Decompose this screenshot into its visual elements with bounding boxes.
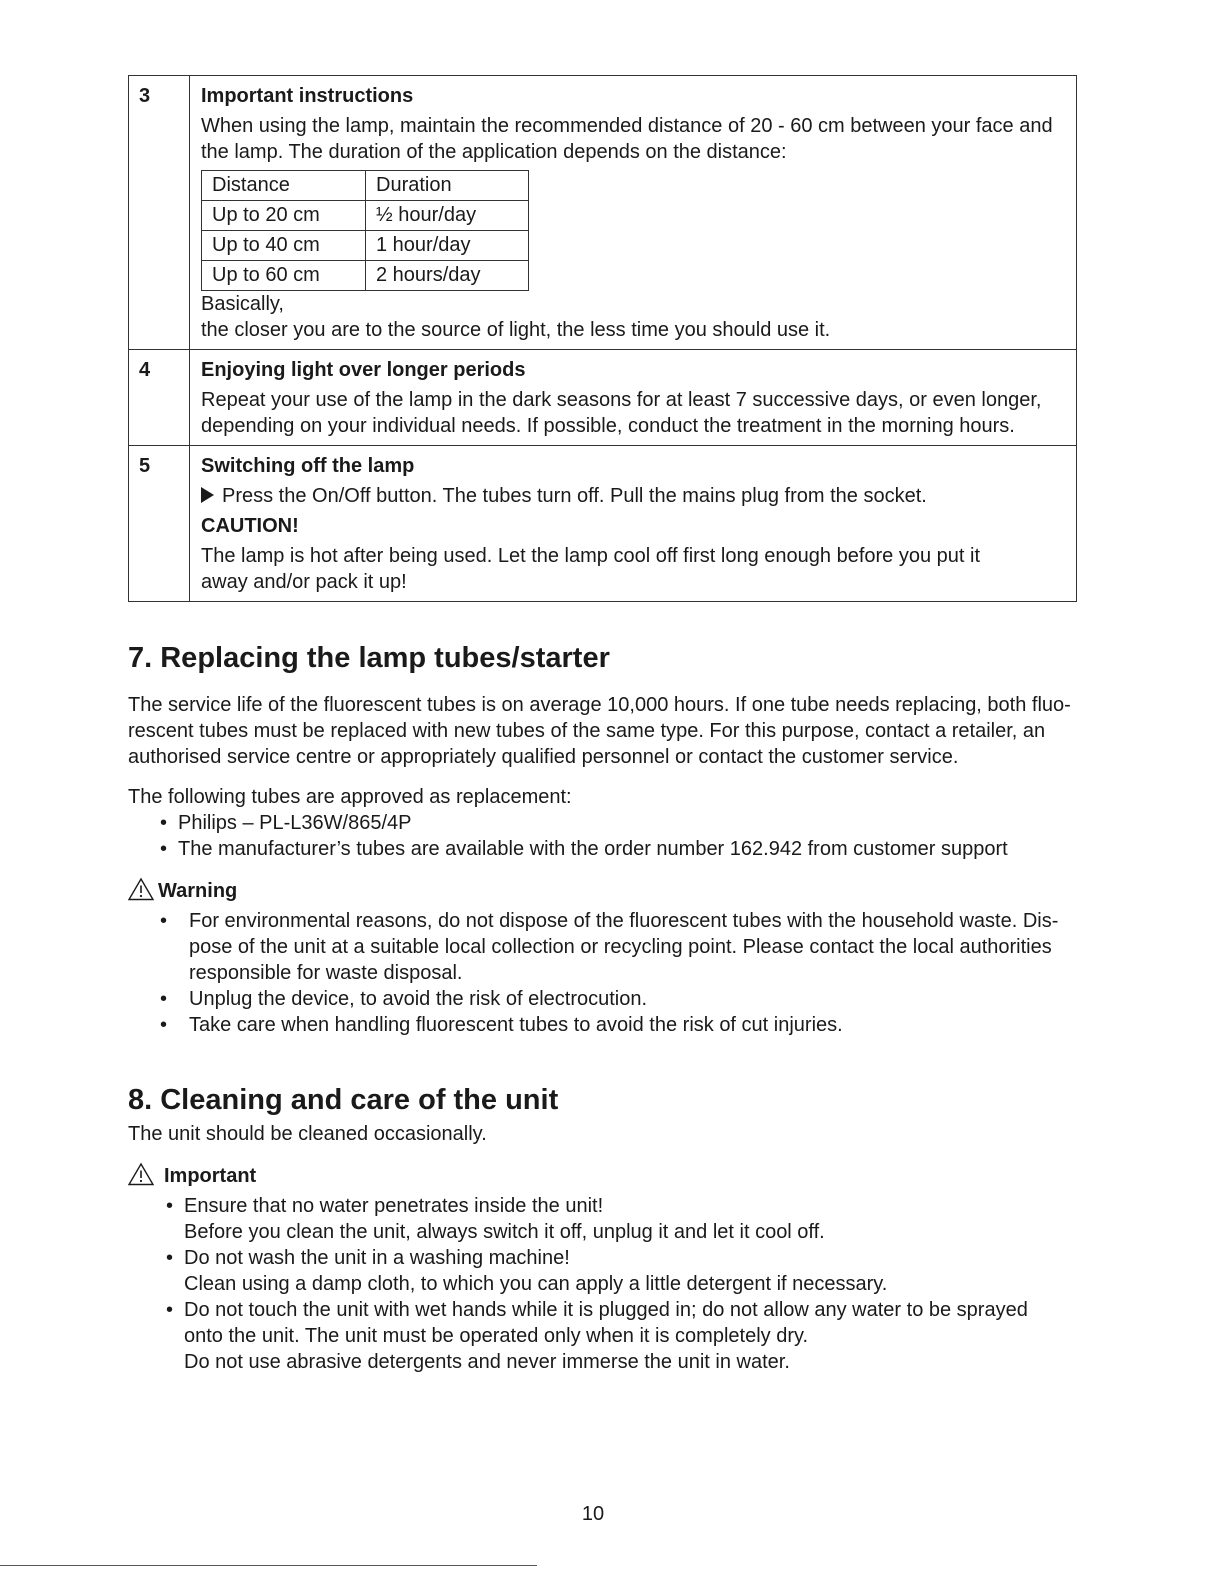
step-outro: the closer you are to the source of light, the less time you should use it. — [201, 319, 831, 341]
warning-triangle-icon — [128, 877, 154, 901]
step-title: Enjoying light over longer periods — [201, 359, 526, 381]
caution-label: CAUTION! — [201, 515, 299, 537]
section-heading: 8. Cleaning and care of the unit — [128, 1084, 559, 1116]
table-cell: Up to 60 cm — [202, 261, 366, 291]
step-number: 3 — [129, 76, 190, 350]
table-header-row — [202, 171, 529, 201]
step-content — [190, 350, 1077, 446]
warning-title: Warning — [158, 880, 238, 902]
caution-text: away and/or pack it up! — [201, 571, 407, 593]
table-cell: Up to 20 cm — [202, 201, 366, 231]
distance-duration-table — [201, 170, 529, 291]
cleaning-list — [166, 1193, 1086, 1375]
paragraph-line: The service life of the fluorescent tubes is on average 10,000 hours. If one tube needs replacing, both fluo- — [128, 694, 1071, 716]
step-content — [190, 446, 1077, 602]
column-header-distance: Distance — [202, 171, 366, 201]
step-action — [201, 483, 1066, 509]
important-title: Important — [164, 1165, 257, 1187]
table-cell: ½ hour/day — [366, 201, 529, 231]
instructions-table — [128, 75, 1077, 602]
column-header-duration: Duration — [366, 171, 529, 201]
table-row — [202, 231, 529, 261]
paragraph: The unit should be cleaned occasionally. — [128, 1123, 487, 1145]
tube-list — [160, 810, 1008, 862]
caution-text: The lamp is hot after being used. Let the lamp cool off first long enough before you put it — [201, 545, 981, 567]
step-row — [129, 446, 1077, 602]
list-item: • Philips – PL-L36W/865/4P — [160, 812, 412, 834]
list-item: • For environmental reasons, do not dispose of the fluorescent tubes with the household waste. Dis- pose of the unit at a suitable local collection or recycling point. Please contact the local authorities responsible for waste disposal. — [160, 910, 1059, 984]
table-cell: 2 hours/day — [366, 261, 529, 291]
paragraph: The following tubes are approved as replacement: — [128, 786, 572, 808]
table-row — [202, 201, 529, 231]
warning-triangle-icon — [128, 1162, 154, 1186]
step-row — [129, 76, 1077, 350]
list-item: • Do not wash the unit in a washing machine! Clean using a damp cloth, to which you can apply a little detergent if necessary. — [166, 1247, 888, 1295]
section-heading: 7. Replacing the lamp tubes/starter — [128, 642, 610, 674]
list-item: • Take care when handling fluorescent tubes to avoid the risk of cut injuries. — [160, 1014, 843, 1036]
step-content — [190, 76, 1077, 350]
warning-heading — [128, 877, 237, 904]
list-item: • The manufacturer’s tubes are available with the order number 162.942 from customer support — [160, 838, 1008, 860]
action-text: Press the On/Off button. The tubes turn off. Pull the mains plug from the socket. — [222, 485, 927, 507]
table-cell: 1 hour/day — [366, 231, 529, 261]
arrow-right-icon — [201, 487, 214, 503]
warning-list — [160, 908, 1090, 1038]
table-cell: Up to 40 cm — [202, 231, 366, 261]
step-intro: When using the lamp, maintain the recommended distance of 20 - 60 cm between your face and the lamp. The duration of the application depends on the distance: — [201, 115, 1053, 163]
list-item: • Unplug the device, to avoid the risk of electrocution. — [160, 988, 648, 1010]
list-item: • Ensure that no water penetrates inside the unit! Before you clean the unit, always switch it off, unplug it and let it cool off. — [166, 1195, 825, 1243]
paragraph-line: rescent tubes must be replaced with new tubes of the same type. For this purpose, contact a retailer, an — [128, 720, 1046, 742]
footer-rule — [0, 1565, 537, 1566]
step-title: Switching off the lamp — [201, 455, 415, 477]
step-outro: Basically, — [201, 293, 284, 315]
table-row — [202, 261, 529, 291]
important-heading — [128, 1162, 256, 1189]
step-title: Important instructions — [201, 85, 414, 107]
step-number: 5 — [129, 446, 190, 602]
step-text: Repeat your use of the lamp in the dark seasons for at least 7 successive days, or even longer, depending on your individual needs. If possible, conduct the treatment in the morning hours. — [201, 389, 1042, 437]
page-number: 10 — [581, 1503, 605, 1525]
step-row — [129, 350, 1077, 446]
paragraph-line: authorised service centre or appropriately qualified personnel or contact the customer service. — [128, 746, 959, 768]
list-item: • Do not touch the unit with wet hands while it is plugged in; do not allow any water to be sprayed onto the unit. The unit must be operated only when it is completely dry. Do not use abrasive detergents and never immerse the unit in water. — [166, 1299, 1028, 1373]
step-number: 4 — [129, 350, 190, 446]
